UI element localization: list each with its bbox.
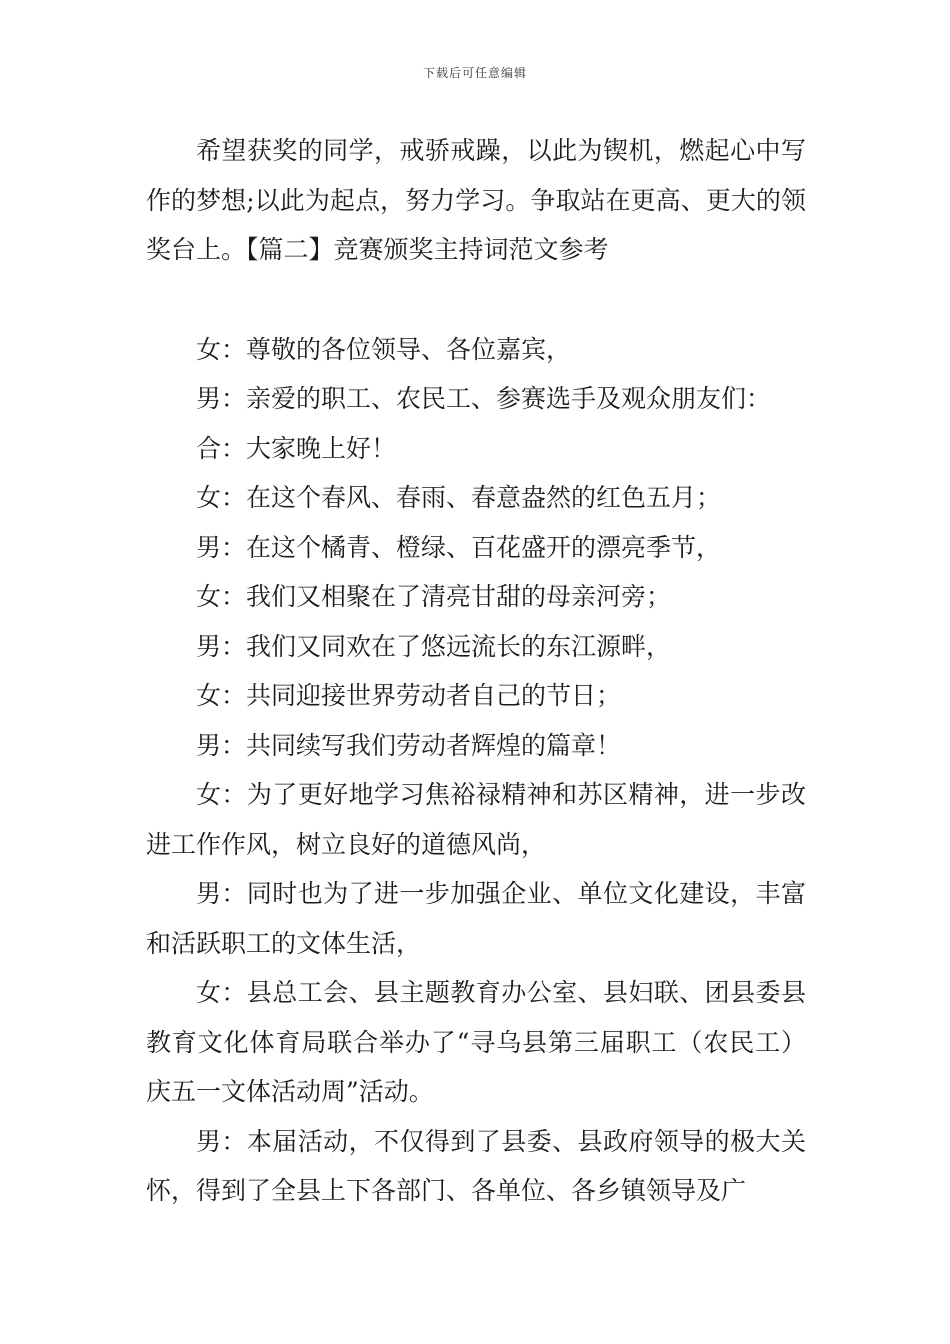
dialogue-line: 女：我们又相聚在了清亮甘甜的母亲河旁； [196, 582, 672, 611]
dialogue-line: 女：为了更好地学习焦裕禄精神和苏区精神，进一步改进工作作风，树立良好的道德风尚， [146, 780, 806, 859]
dialogue-line: 男：共同续写我们劳动者辉煌的篇章！ [196, 730, 622, 760]
dialogue-line: 合：大家晚上好！ [196, 433, 397, 463]
dialogue-line: 男：本届活动，不仅得到了县委、县政府领导的极大关怀，得到了全县上下各部门、各单位、各乡镇领导及广 [146, 1126, 806, 1205]
intro-paragraph: 希望获奖的同学，戒骄戒躁，以此为锲机，燃起心中写作的梦想;以此为起点，努力学习。争取站在更高、更大的领奖台上。【篇二】竞赛颁奖主持词范文参考 [146, 136, 806, 264]
dialogue-line: 男：同时也为了进一步加强企业、单位文化建设，丰富和活跃职工的文体生活， [146, 879, 806, 958]
dialogue-line: 男：我们又同欢在了悠远流长的东江源畔， [196, 631, 672, 661]
paragraph-spacer [146, 275, 806, 325]
dialogue-line: 女：县总工会、县主题教育办公室、县妇联、团县委县教育文化体育局联合举办了“寻乌县第三届职工（农民工）庆五一文体活动周”活动。 [146, 978, 806, 1106]
dialogue-line: 男：在这个橘青、橙绿、百花盛开的漂亮季节， [196, 532, 722, 562]
page-header-note: 下载后可任意编辑 [422, 66, 527, 80]
dialogue-line: 女：在这个春风、春雨、春意盎然的红色五月； [196, 483, 722, 512]
dialogue-line: 女：共同迎接世界劳动者自己的节日； [196, 681, 622, 710]
document-body [146, 126, 806, 1216]
dialogue-line: 男：亲爱的职工、农民工、参赛选手及观众朋友们： [196, 384, 772, 413]
dialogue-line: 女：尊敬的各位领导、各位嘉宾， [196, 334, 572, 364]
